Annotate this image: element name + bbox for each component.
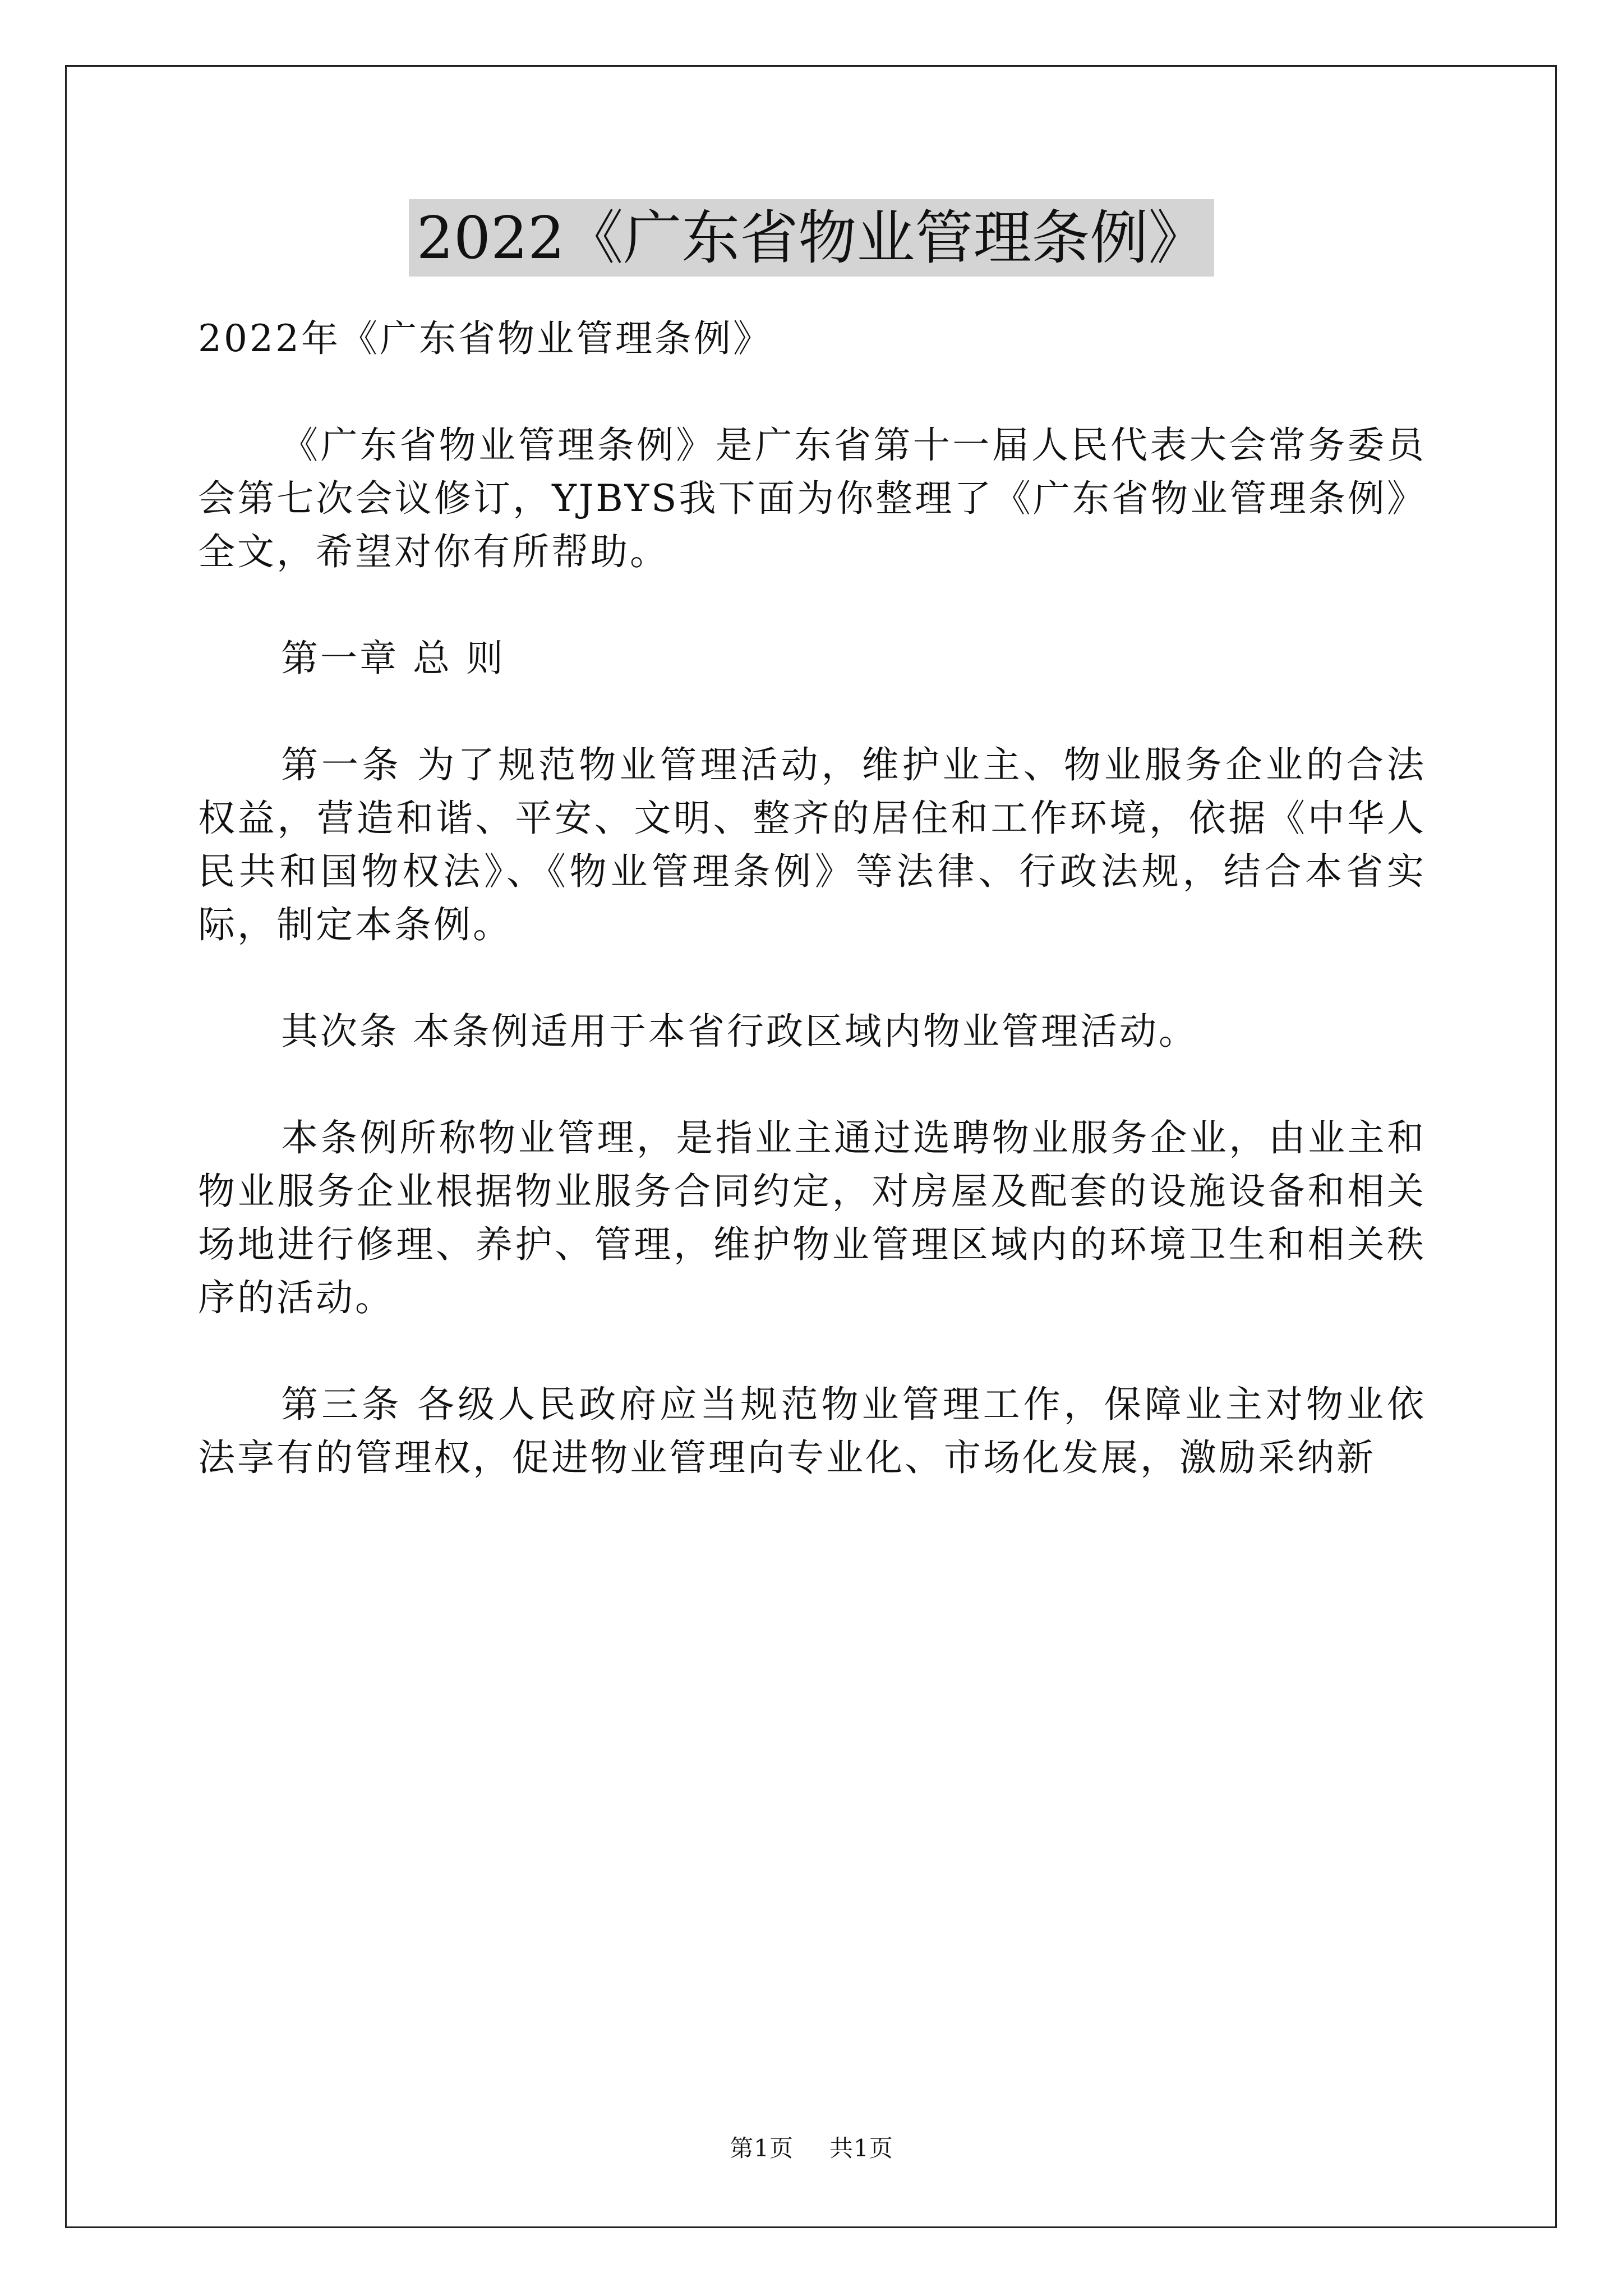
paragraph-article-1: 第一条 为了规范物业管理活动，维护业主、物业服务企业的合法权益，营造和谐、平安、文明、整齐的居住和工作环境，依据《中华人民共和国物权法》、《物业管理条例》等法律、行政法规，结合本省实际，制定本条例。: [198, 743, 1426, 946]
document-body: [198, 312, 1426, 1538]
title-container: [0, 199, 1623, 277]
paragraph-article-3: 第三条 各级人民政府应当规范物业管理工作，保障业主对物业依法享有的管理权，促进物业管理向专业化、市场化发展，激励采纳新: [198, 1383, 1426, 1479]
paragraph-article-2: 其次条 本条例适用于本省行政区域内物业管理活动。: [281, 1010, 1198, 1053]
paragraph-intro: 《广东省物业管理条例》是广东省第十一届人民代表大会常务委员会第七次会议修订，YJBYS我下面为你整理了《广东省物业管理条例》全文，希望对你有所帮助。: [198, 424, 1426, 573]
paragraph-article-2-definition: 本条例所称物业管理，是指业主通过选聘物业服务企业，由业主和物业服务企业根据物业服务合同约定，对房屋及配套的设施设备和相关场地进行修理、养护、管理，维护物业管理区域内的环境卫生和相关秩序的活动。: [198, 1116, 1426, 1319]
page-footer: [0, 2133, 1623, 2164]
document-title: 2022《广东省物业管理条例》: [409, 199, 1215, 277]
page-number-total: 共1页: [829, 2134, 893, 2162]
page-number-current: 第1页: [730, 2134, 794, 2162]
document-subtitle: 2022年《广东省物业管理条例》: [198, 317, 772, 360]
chapter-heading: 第一章 总 则: [281, 637, 505, 680]
